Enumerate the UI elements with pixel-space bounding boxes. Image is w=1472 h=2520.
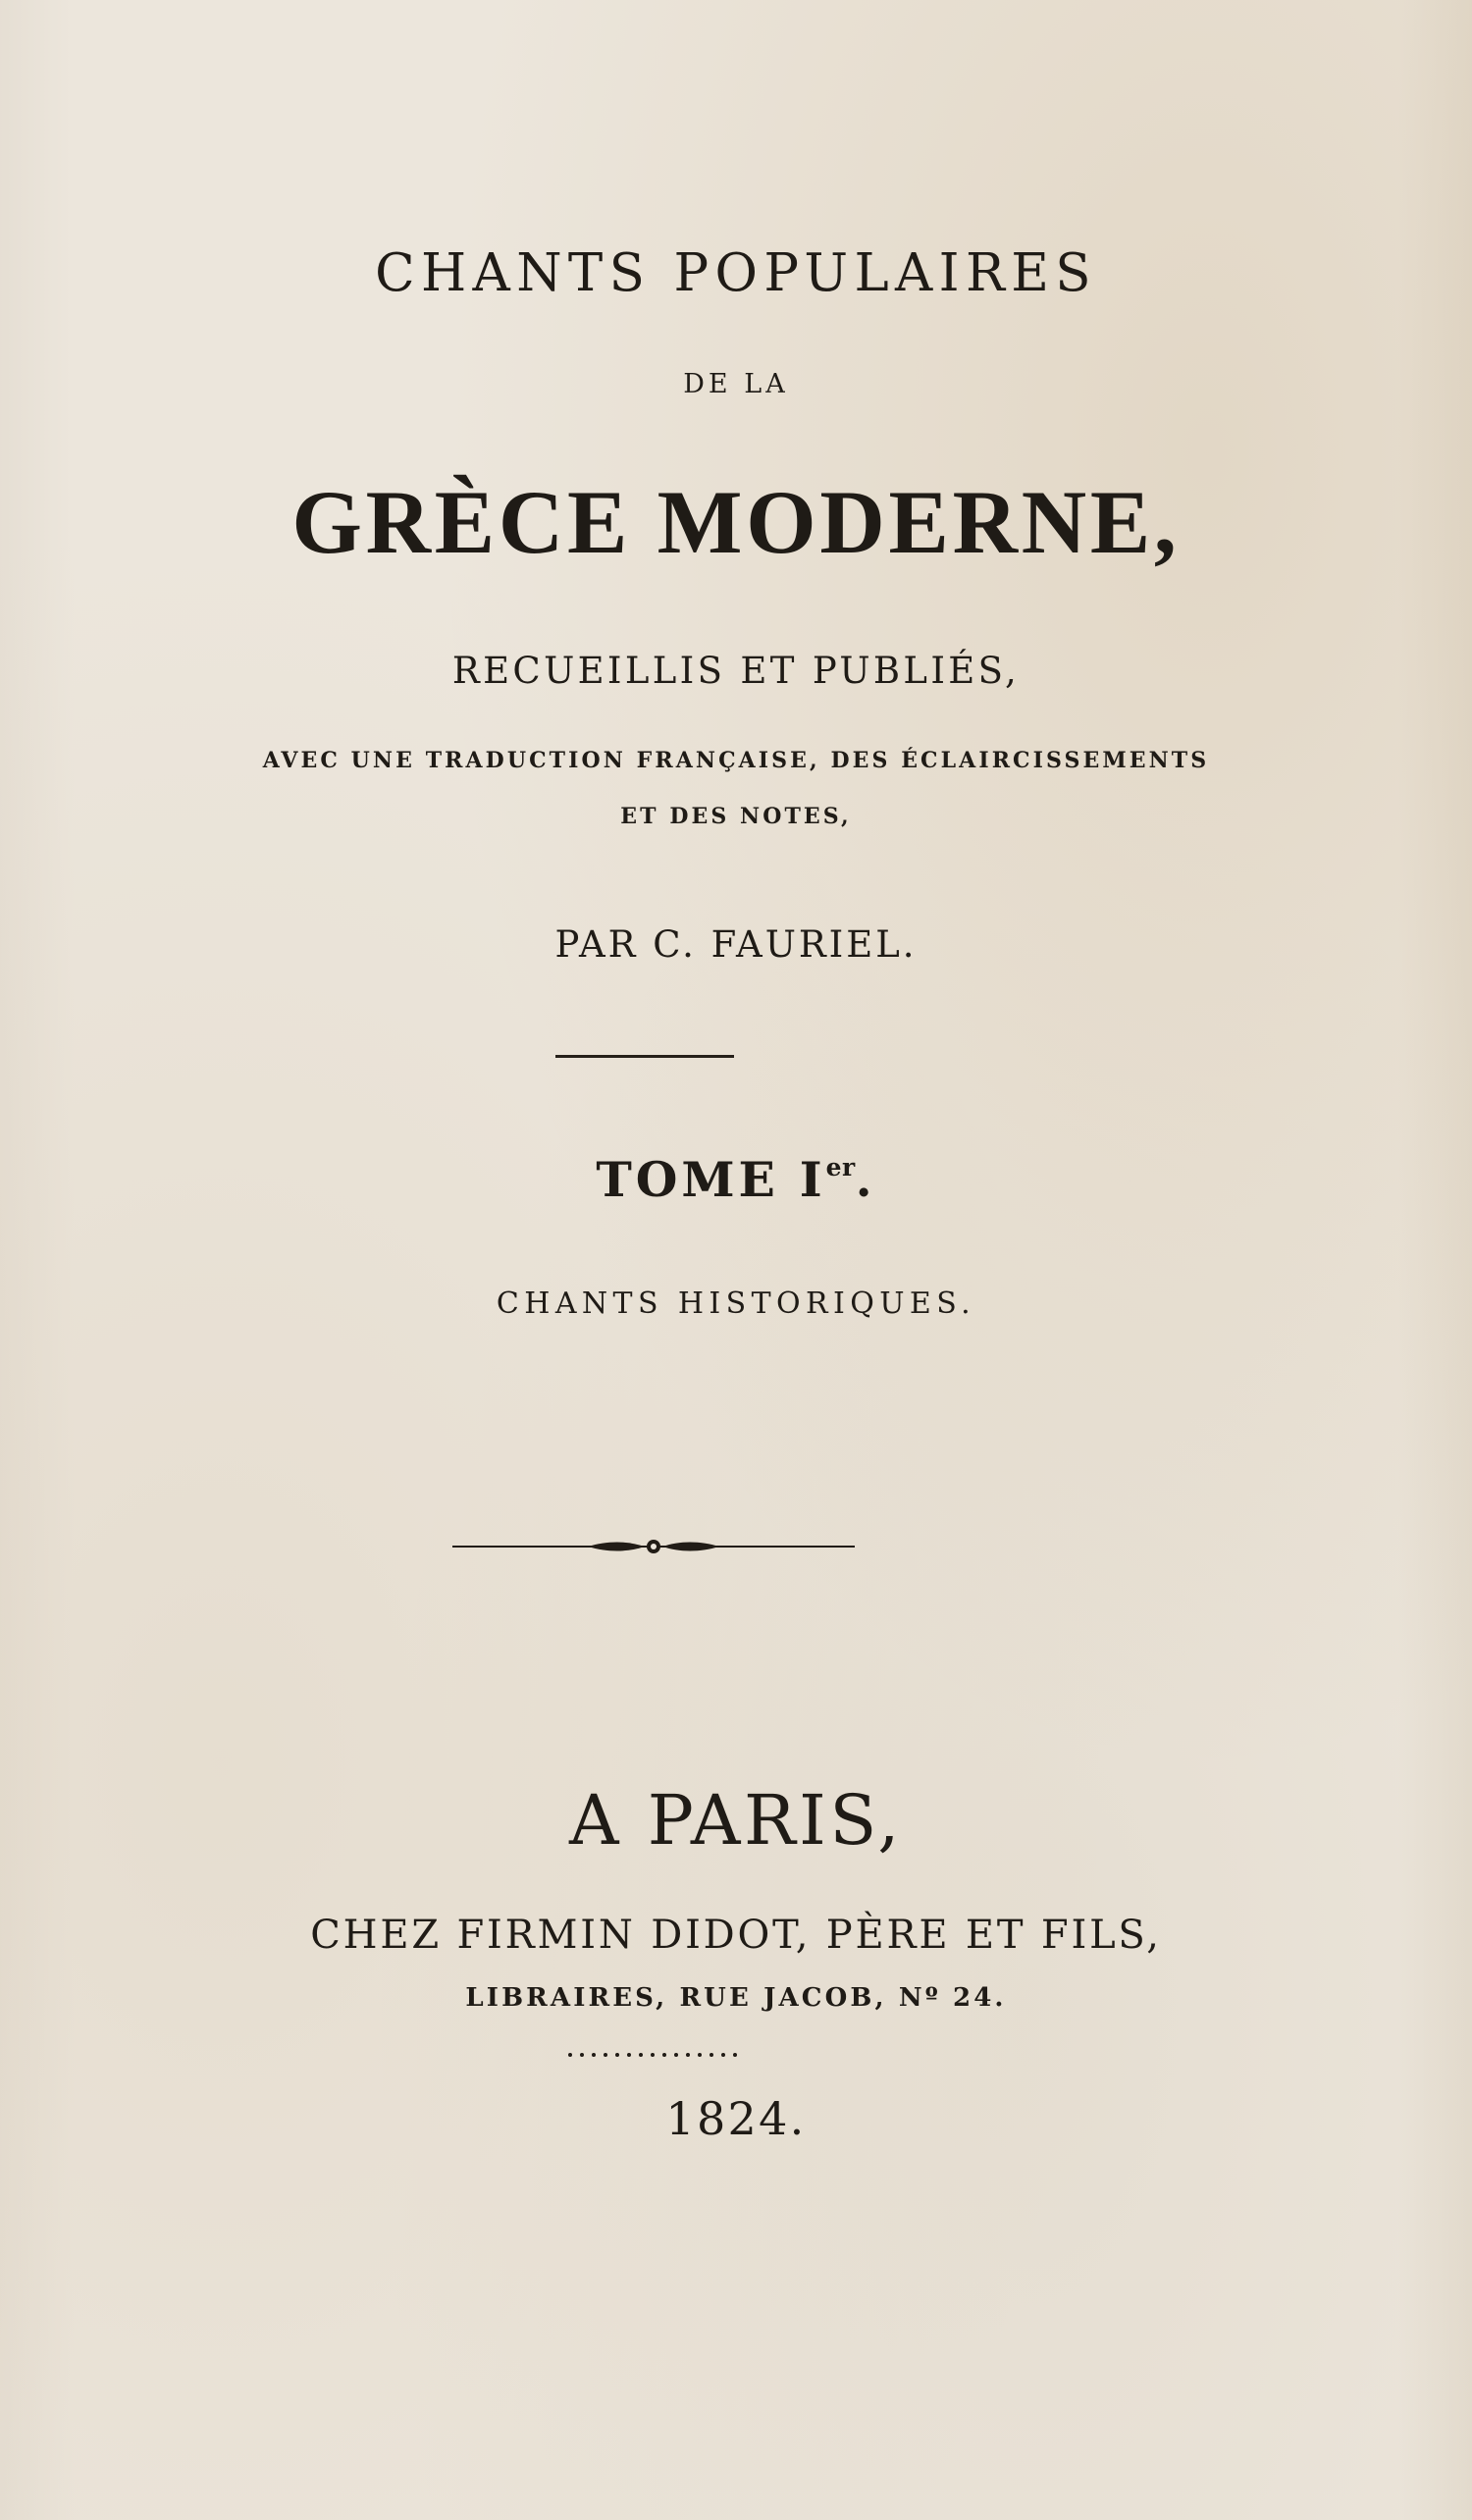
place-line: A PARIS, bbox=[568, 1780, 904, 1861]
decorative-ornament-icon bbox=[450, 1535, 857, 1558]
detail-line-1: AVEC UNE TRADUCTION FRANÇAISE, DES ÉCLAIRCISSEMENTS bbox=[262, 748, 1210, 773]
address-line: LIBRAIRES, RUE JACOB, Nº 24. bbox=[465, 1983, 1007, 2013]
tome-subtitle: CHANTS HISTORIQUES. bbox=[496, 1286, 976, 1321]
publication-year: 1824. bbox=[665, 2092, 807, 2145]
title-connector: DE LA bbox=[683, 369, 789, 399]
author-line: PAR C. FAURIEL. bbox=[554, 923, 918, 966]
separator-rule-icon bbox=[555, 1055, 734, 1058]
dotted-divider-icon bbox=[566, 2050, 739, 2060]
publisher-line: CHEZ FIRMIN DIDOT, PÈRE ET FILS, bbox=[310, 1913, 1162, 1958]
tome-superscript: er bbox=[825, 1152, 856, 1181]
detail-line-2: ET DES NOTES, bbox=[620, 804, 852, 829]
title-top: CHANTS POPULAIRES bbox=[375, 243, 1097, 303]
tome-suffix: . bbox=[855, 1151, 876, 1208]
subtitle: RECUEILLIS ET PUBLIÉS, bbox=[451, 650, 1021, 692]
main-title: GRÈCE MODERNE, bbox=[291, 472, 1181, 572]
tome-label: TOME I bbox=[596, 1151, 826, 1208]
tome-heading bbox=[0, 1151, 1472, 1208]
